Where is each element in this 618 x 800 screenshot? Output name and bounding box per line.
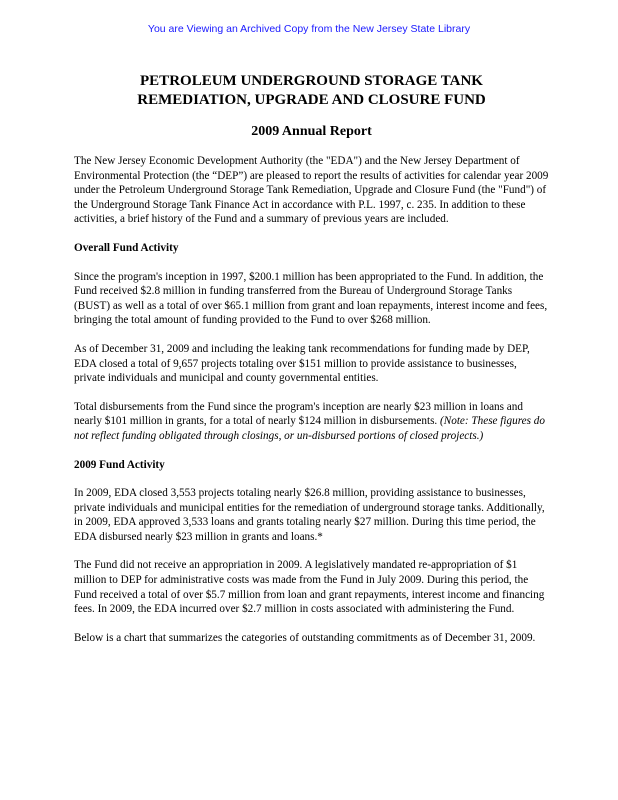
disbursements-note: (Note: These figures do not reflect funding obligated through closings, or un-disbursed portions of closed projects.) (74, 415, 545, 442)
activity-paragraph-3: Below is a chart that summarizes the categories of outstanding commitments as of December 31, 2009. (74, 631, 536, 644)
report-title (74, 72, 549, 110)
activity-paragraph-1: In 2009, EDA closed 3,553 projects totaling nearly $26.8 million, providing assistance to businesses, private individuals and municipal entities for the remediation of underground storage tanks. Additionally, in 2009, EDA approved 3,533 loans and grants totaling nearly $27 million. During this time period, the EDA disbursed nearly $23 million in grants and loans.* (74, 487, 545, 543)
overall-paragraph-2: As of December 31, 2009 and including the leaking tank recommendations for funding made by DEP, EDA closed a total of 9,657 projects totaling over $151 million to provide assistance to businesses, private individuals and municipal and county governmental entities. (74, 342, 530, 385)
fund-activity-2009-heading: 2009 Fund Activity (74, 458, 165, 471)
overall-fund-activity-heading: Overall Fund Activity (74, 241, 179, 254)
title-line-1: PETROLEUM UNDERGROUND STORAGE TANK (140, 73, 483, 89)
archive-banner: You are Viewing an Archived Copy from the New Jersey State Library (147, 23, 471, 35)
report-page (74, 72, 549, 659)
overall-paragraph-3 (74, 400, 549, 444)
report-subtitle: 2009 Annual Report (251, 124, 372, 139)
disbursements-text: Total disbursements from the Fund since the program's inception are nearly $23 million in loans and nearly $101 million in grants, for a total of nearly $124 million in disbursements. (74, 400, 523, 428)
overall-paragraph-1: Since the program's inception in 1997, $200.1 million has been appropriated to the Fund. In addition, the Fund received $2.8 million in funding transferred from the Bureau of Underground Storage Tanks (BUST) as well as a total of over $65.1 million from grant and loan repayments, interest income and fees, bringing the total amount of funding provided to the Fund to over $268 million. (74, 270, 548, 327)
activity-paragraph-2: The Fund did not receive an appropriation in 2009. A legislatively mandated re-appropriation of $1 million to DEP for administrative costs was made from the Fund in July 2009. During this period, the Fund received a total of over $5.7 million from loan and grant repayments, interest income and financing fees. In 2009, the EDA incurred over $2.7 million in costs associated with administering the Fund. (74, 559, 545, 616)
title-line-2: REMEDIATION, UPGRADE AND CLOSURE FUND (137, 92, 486, 108)
intro-paragraph: The New Jersey Economic Development Authority (the "EDA") and the New Jersey Department of Environmental Protection (the “DEP”) are pleased to report the results of activities for calendar year 2009 under the Petroleum Underground Storage Tank Remediation, Upgrade and Closure Fund (the "Fund") of the Underground Storage Tank Finance Act in accordance with P.L. 1997, c. 235. In addition to these activities, a brief history of the Fund and a summary of previous years are included. (74, 155, 549, 226)
